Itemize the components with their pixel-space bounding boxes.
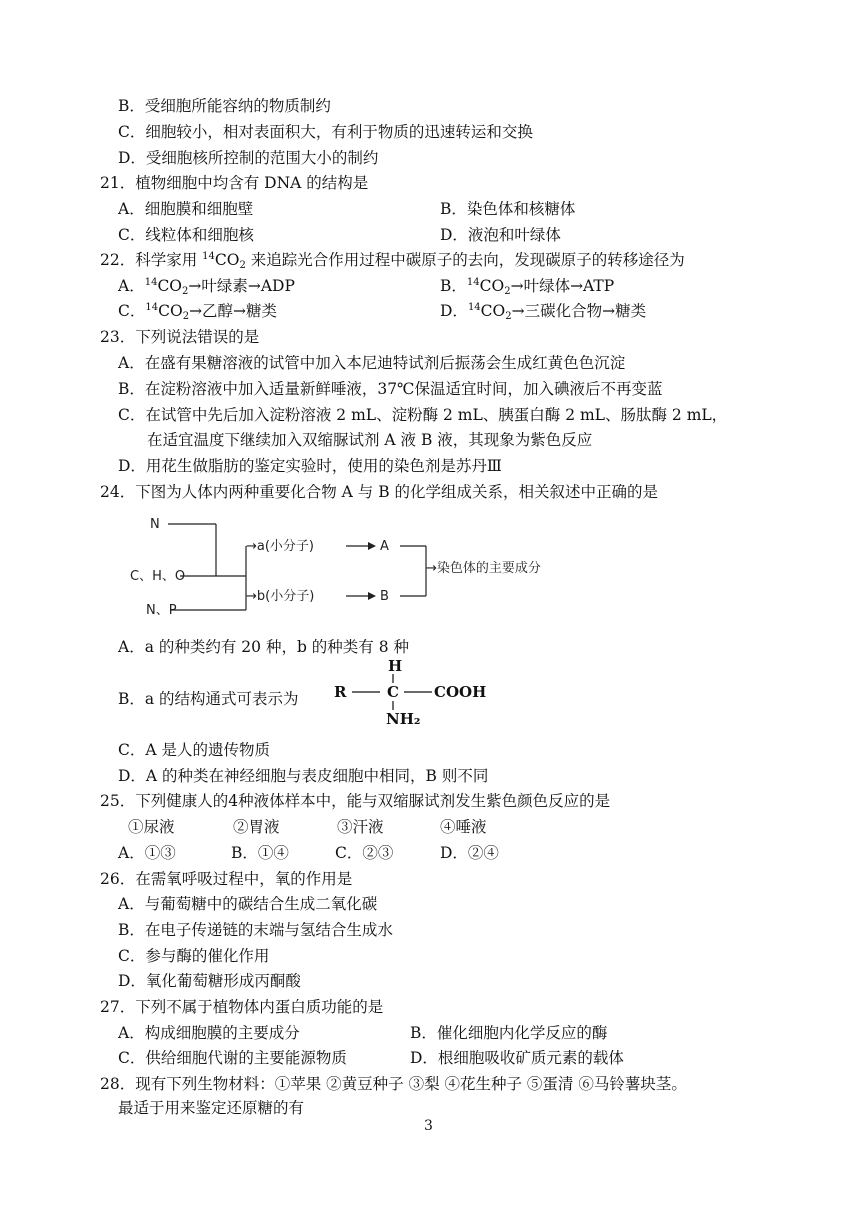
q20-option-d: D．受细胞核所控制的范围大小的制约: [118, 149, 379, 167]
svg-text:H: H: [388, 657, 403, 675]
diagram-label-cho: C、H、O: [130, 569, 186, 584]
q27-stem: 27．下列不属于植物体内蛋白质功能的是: [100, 998, 384, 1016]
q25-item-3: ③汗液: [337, 818, 384, 836]
q26-option-b: B．在电子传递链的末端与氢结合生成水: [118, 921, 393, 939]
q27-option-b: B．催化细胞内化学反应的酶: [410, 1024, 608, 1042]
q21-option-b: B．染色体和核糖体: [440, 200, 576, 218]
q26-option-c: C．参与酶的催化作用: [118, 947, 270, 965]
page-number: 3: [424, 1118, 433, 1134]
q23-option-d: D．用花生做脂肪的鉴定实验时，使用的染色剂是苏丹Ⅲ: [118, 457, 502, 475]
diagram-label-a: A: [380, 539, 389, 554]
q20-option-b: B．受细胞所能容纳的物质制约: [118, 97, 331, 115]
q24-stem: 24．下图为人体内两种重要化合物 A 与 B 的化学组成关系，相关叙述中正确的是: [100, 483, 659, 501]
q26-option-a: A．与葡萄糖中的碳结合生成二氧化碳: [118, 895, 378, 913]
q23-option-a: A．在盛有果糖溶液的试管中加入本尼迪特试剂后振荡会生成红黄色色沉淀: [118, 354, 626, 372]
q27-option-d: D．根细胞吸收矿质元素的载体: [410, 1049, 624, 1067]
q25-option-a: A．①③: [118, 844, 176, 862]
q26-option-d: D．氧化葡萄糖形成丙酮酸: [118, 972, 301, 990]
q23-option-c: C．在试管中先后加入淀粉溶液 2 mL、淀粉酶 2 mL、胰蛋白酶 2 mL、肠肽酶 2 mL，: [118, 406, 728, 424]
q23-option-b: B．在淀粉溶液中加入适量新鲜唾液，37℃保温适宜时间，加入碘液后不再变蓝: [118, 380, 663, 398]
q25-item-2: ②胃液: [233, 818, 280, 836]
q24-option-b: B．a 的结构通式可表示为: [118, 690, 299, 708]
svg-text:COOH: COOH: [434, 683, 487, 701]
q22-option-c: C．$^{14}CO_2\to$乙醇→糖类: [118, 302, 278, 322]
q25-item-1: ①尿液: [128, 818, 175, 836]
diagram-a-small-molecule: →a(小分子): [246, 539, 315, 554]
q21-option-c: C．线粒体和细胞核: [118, 226, 254, 244]
diagram-b-small-molecule: →b(小分子): [246, 589, 315, 604]
diagram-label-np: N、P: [146, 603, 177, 618]
q25-stem: 25．下列健康人的4种液体样本中，能与双缩脲试剂发生紫色颜色反应的是: [100, 792, 611, 810]
q21-stem: 21．植物细胞中均含有 DNA 的结构是: [100, 174, 369, 192]
diagram-label-n: N: [150, 517, 160, 532]
q27-option-a: A．构成细胞膜的主要成分: [118, 1024, 300, 1042]
svg-text:R: R: [334, 683, 347, 701]
q20-option-c: C．细胞较小，相对表面积大，有利于物质的迅速转运和交换: [118, 123, 533, 141]
amino-acid-formula: [330, 655, 500, 727]
q23-option-c-continued: 在适宜温度下继续加入双缩脲试剂 A 液 B 液，其现象为紫色反应: [147, 431, 593, 449]
q24-option-d: D．A 的种类在神经细胞与表皮细胞中相同，B 则不同: [118, 767, 489, 785]
q24-option-c: C．A 是人的遗传物质: [118, 741, 270, 759]
diagram-result: →染色体的主要成分: [426, 561, 541, 576]
q25-option-c: C．②③: [335, 844, 394, 862]
diagram-label-b: B: [380, 589, 389, 604]
q24-option-a: A．a 的种类约有 20 种，b 的种类有 8 种: [118, 638, 410, 656]
q23-stem: 23．下列说法错误的是: [100, 328, 260, 346]
q25-option-b: B．①④: [231, 844, 289, 862]
q22-stem: 22．科学家用 $^{14}CO_2$ 来追踪光合作用过程中碳原子的去向，发现碳原子的转移途径为: [100, 251, 685, 271]
composition-diagram: [128, 510, 598, 620]
q27-option-c: C．供给细胞代谢的主要能源物质: [118, 1049, 347, 1067]
svg-text:C: C: [387, 683, 399, 701]
q26-stem: 26．在需氧呼吸过程中，氧的作用是: [100, 870, 353, 888]
q28-stem-continued: 最适于用来鉴定还原糖的有: [118, 1099, 305, 1117]
q22-option-a: A．$^{14}CO_2\to$叶绿素→ADP: [118, 277, 295, 297]
q22-option-d: D．$^{14}CO_2\to$三碳化合物→糖类: [440, 302, 647, 322]
q22-option-b: B．$^{14}CO_2\to$叶绿体→ATP: [440, 277, 615, 297]
q25-option-d: D．②④: [440, 844, 499, 862]
q21-option-d: D．液泡和叶绿体: [440, 226, 561, 244]
q21-option-a: A．细胞膜和细胞壁: [118, 200, 254, 218]
q25-item-4: ④唾液: [440, 818, 487, 836]
q28-stem: 28．现有下列生物材料：①苹果 ②黄豆种子 ③梨 ④花生种子 ⑤蛋清 ⑥马铃薯块茎。: [100, 1075, 687, 1093]
svg-text:NH₂: NH₂: [386, 710, 421, 727]
